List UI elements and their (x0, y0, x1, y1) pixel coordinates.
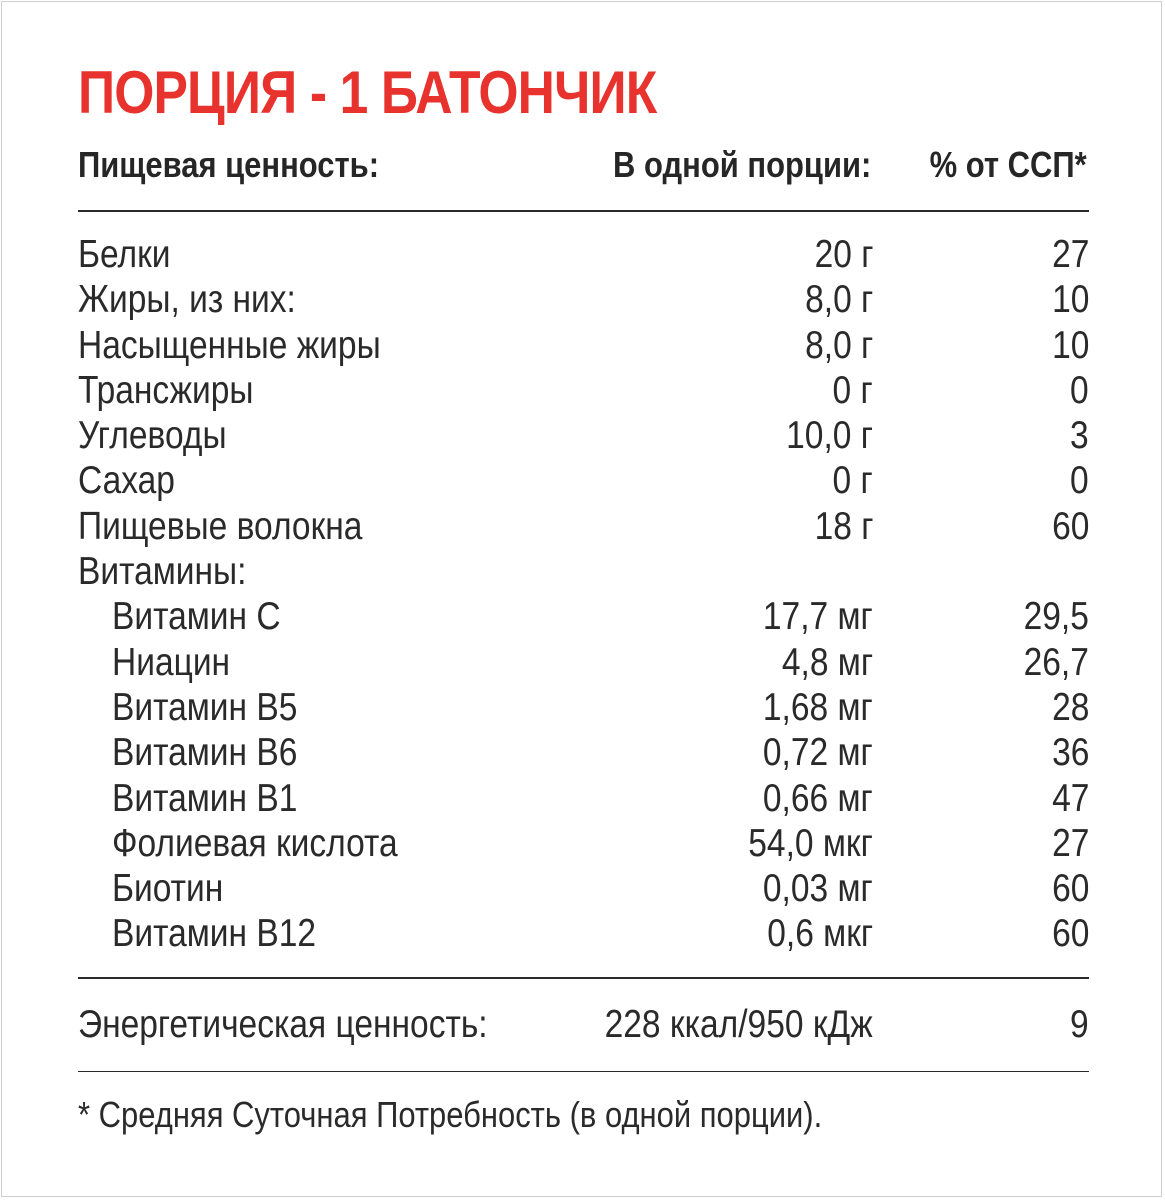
nutrient-amount: 8,0 г (804, 278, 873, 322)
nutrient-name: Пищевые волокна (78, 504, 363, 548)
page-title: ПОРЦИЯ - 1 БАТОНЧИК (78, 59, 657, 126)
nutrient-percent: 3 (1070, 414, 1089, 458)
nutrient-amount: 0 г (832, 459, 873, 503)
nutrient-percent: 60 (1051, 504, 1089, 548)
footnote: * Средняя Суточная Потребность (в одной порции). (78, 1094, 823, 1135)
nutrient-percent: 36 (1051, 731, 1089, 775)
nutrient-amount: 0 г (832, 368, 873, 412)
nutrient-name: Биотин (112, 867, 224, 911)
nutrient-row (78, 776, 1089, 821)
header-percent-daily: % от ССП* (929, 144, 1087, 185)
nutrient-name: Витамин В1 (112, 776, 298, 820)
nutrient-name: Витамин В5 (112, 685, 298, 729)
nutrient-name: Сахар (78, 459, 175, 503)
nutrient-name: Трансжиры (78, 368, 254, 412)
nutrient-row (78, 458, 1089, 503)
nutrition-table (78, 232, 1089, 957)
nutrient-percent: 28 (1051, 685, 1089, 729)
nutrient-row (78, 685, 1089, 730)
header-nutrition-value: Пищевая ценность: (78, 144, 380, 185)
nutrient-name: Фолиевая кислота (112, 821, 398, 865)
nutrient-percent: 0 (1070, 459, 1089, 503)
nutrient-amount: 0,03 мг (763, 867, 873, 911)
nutrient-percent: 60 (1051, 912, 1089, 956)
divider-top (78, 210, 1089, 212)
divider-bottom (78, 1071, 1089, 1072)
nutrient-percent: 26,7 (1023, 640, 1089, 684)
nutrient-amount: 10,0 г (786, 414, 873, 458)
nutrient-name: Насыщенные жиры (78, 323, 381, 367)
nutrient-amount: 0,6 мкг (767, 912, 873, 956)
nutrient-amount: 20 г (814, 233, 873, 276)
nutrient-name: Жиры, из них: (78, 278, 296, 322)
nutrient-name: Витамин С (112, 595, 281, 639)
energy-row (78, 1000, 1089, 1050)
nutrient-row (78, 232, 1089, 277)
nutrient-amount: 1,68 мг (763, 685, 873, 729)
nutrient-row (78, 549, 1089, 594)
nutrient-percent: 27 (1051, 821, 1089, 865)
nutrient-row (78, 594, 1089, 639)
nutrient-name: Ниацин (112, 640, 231, 684)
nutrient-name: Белки (78, 233, 171, 276)
energy-percent: 9 (1070, 1003, 1089, 1046)
nutrient-percent: 27 (1051, 233, 1089, 276)
nutrient-row (78, 821, 1089, 866)
nutrient-amount: 17,7 мг (763, 595, 873, 639)
nutrient-row (78, 866, 1089, 911)
nutrient-percent: 60 (1051, 867, 1089, 911)
nutrient-percent: 10 (1051, 323, 1089, 367)
nutrient-percent: 10 (1051, 278, 1089, 322)
nutrient-name: Витамины: (78, 550, 247, 594)
nutrient-amount: 8,0 г (804, 323, 873, 367)
divider-middle (78, 977, 1089, 979)
nutrient-amount: 0,72 мг (763, 731, 873, 775)
energy-amount: 228 ккал/950 кДж (604, 1003, 873, 1046)
nutrient-row (78, 640, 1089, 685)
nutrient-row (78, 911, 1089, 956)
nutrient-percent: 29,5 (1023, 595, 1089, 639)
energy-label: Энергетическая ценность: (78, 1003, 488, 1046)
nutrient-row (78, 730, 1089, 775)
nutrient-amount: 18 г (814, 504, 873, 548)
nutrient-percent: 0 (1070, 368, 1089, 412)
nutrient-amount: 54,0 мкг (748, 821, 873, 865)
nutrient-percent: 47 (1051, 776, 1089, 820)
nutrient-row (78, 323, 1089, 368)
nutrient-amount: 4,8 мг (781, 640, 873, 684)
nutrient-row (78, 413, 1089, 458)
nutrient-name: Витамин В6 (112, 731, 298, 775)
nutrient-amount: 0,66 мг (763, 776, 873, 820)
header-per-serving: В одной порции: (612, 144, 871, 185)
nutrient-row (78, 368, 1089, 413)
nutrient-name: Углеводы (78, 414, 227, 458)
nutrient-row (78, 277, 1089, 322)
nutrient-row (78, 504, 1089, 549)
nutrient-name: Витамин В12 (112, 912, 317, 956)
